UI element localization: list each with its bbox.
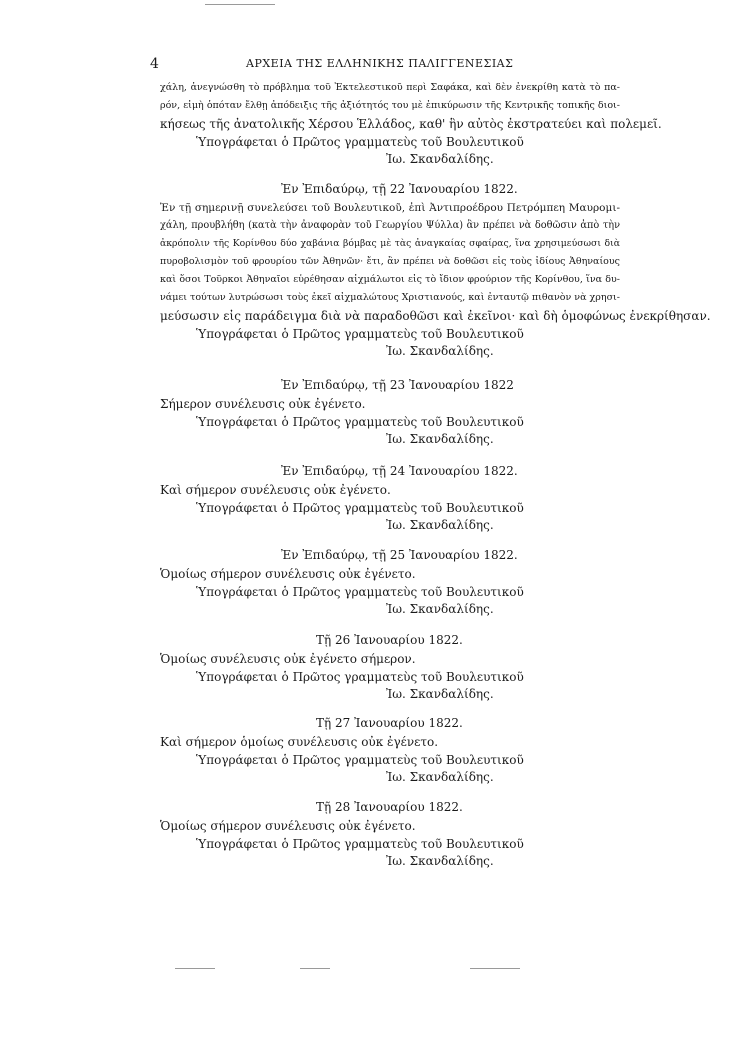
entry-date: Τῇ 26 Ἰανουαρίου 1822. [316,633,463,647]
paragraph-line: μεύσωσιν εἰς παράδειγμα διὰ νὰ παραδοθῶσι καὶ ἐκεῖνοι· καὶ δὴ ὁμοφώνως ἐνεκρίθησαν. [160,309,711,323]
scan-mark-bottom [300,968,330,969]
entry-date: Ἐν Ἐπιδαύρῳ, τῇ 22 Ἰανουαρίου 1822. [281,182,518,196]
paragraph-line: χάλη, ἀνεγνώσθη τὸ πρόβλημα τοῦ Ἐκτελεστικοῦ περὶ Σαφάκα, καὶ δὲν ἐνεκρίθη κατὰ τὸ πα- [160,82,620,93]
signature-name: Ἰω. Σκανδαλίδης. [386,152,494,166]
scan-mark-top [205,4,275,5]
signature-name: Ἰω. Σκανδαλίδης. [386,687,494,701]
entry-date: Ἐν Ἐπιδαύρῳ, τῇ 23 Ἰανουαρίου 1822 [281,378,514,392]
signature-line: Ὑπογράφεται ὁ Πρῶτος γραμματεὺς τοῦ Βουλευτικοῦ [196,585,524,599]
signature-name: Ἰω. Σκανδαλίδης. [386,770,494,784]
paragraph-line: ἀκρόπολιν τῆς Κορίνθου δύο χαβάνια βόμβας μὲ τὰς ἀναγκαίας σφαίρας, ἵνα χρησιμεύσωσι διὰ [160,238,620,249]
paragraph-line: καὶ ὅσοι Τοῦρκοι Ἀθηναῖοι εὑρέθησαν αἰχμάλωτοι εἰς τὸ ἴδιον φρούριον τῆς Κορίνθου, ἵνα δυ- [160,274,620,285]
entry-date: Ἐν Ἐπιδαύρῳ, τῇ 25 Ἰανουαρίου 1822. [281,548,518,562]
signature-line: Ὑπογράφεται ὁ Πρῶτος γραμματεὺς τοῦ Βουλευτικοῦ [196,135,524,149]
page-number: 4 [150,56,159,72]
paragraph-line: κήσεως τῆς ἀνατολικῆς Χέρσου Ἑλλάδος, καθ' ἣν αὐτὸς ἐκστρατεύει καὶ πολεμεῖ. [160,117,662,131]
paragraph-line: Ὁμοίως συνέλευσις οὐκ ἐγένετο σήμερον. [160,652,416,666]
paragraph-line: Καὶ σήμερον συνέλευσις οὐκ ἐγένετο. [160,483,391,497]
signature-line: Ὑπογράφεται ὁ Πρῶτος γραμματεὺς τοῦ Βουλευτικοῦ [196,327,524,341]
paragraph-line: ρόν, εἰμὴ ὁπόταν ἔλθῃ ἀπόδειξις τῆς ἀξιότητός του μὲ ἐπικύρωσιν τῆς Κεντρικῆς τοπικῆς διοι- [160,100,620,111]
paragraph-line: πυροβολισμὸν τοῦ φρουρίου τῶν Ἀθηνῶν· ἔτι, ἂν πρέπει νὰ δοθῶσι εἰς τοὺς ἰδίους Ἀθηναίους [160,256,620,267]
signature-name: Ἰω. Σκανδαλίδης. [386,518,494,532]
paragraph-line: Ὁμοίως σήμερον συνέλευσις οὐκ ἐγένετο. [160,567,416,581]
signature-line: Ὑπογράφεται ὁ Πρῶτος γραμματεὺς τοῦ Βουλευτικοῦ [196,670,524,684]
paragraph-line: νάμει τούτων λυτρώσωσι τοὺς ἐκεῖ αἰχμαλώτους Χριστιανούς, καὶ ἐνταυτῷ πιθανὸν νὰ χρησι- [160,292,620,303]
scan-mark-bottom [175,968,215,969]
signature-name: Ἰω. Σκανδαλίδης. [386,602,494,616]
entry-date: Τῇ 28 Ἰανουαρίου 1822. [316,800,463,814]
paragraph-line: Καὶ σήμερον ὁμοίως συνέλευσις οὐκ ἐγένετο. [160,735,439,749]
signature-line: Ὑπογράφεται ὁ Πρῶτος γραμματεὺς τοῦ Βουλευτικοῦ [196,837,524,851]
paragraph-line: χάλη, προυβλήθη (κατὰ τὴν ἀναφορὰν τοῦ Γεωργίου Ψύλλα) ἂν πρέπει νὰ δοθῶσιν ἀπὸ τὴν [160,220,620,231]
running-head: ΑΡΧΕΙΑ ΤΗΣ ΕΛΛΗΝΙΚΗΣ ΠΑΛΙΓΓΕΝΕΣΙΑΣ [246,57,514,70]
entry-date: Ἐν Ἐπιδαύρῳ, τῇ 24 Ἰανουαρίου 1822. [281,464,518,478]
paragraph-line: Σήμερον συνέλευσις οὐκ ἐγένετο. [160,397,366,411]
paragraph-line: Ἐν τῇ σημερινῇ συνελεύσει τοῦ Βουλευτικοῦ, ἐπὶ Ἀντιπροέδρου Πετρόμπεη Μαυρομι- [160,202,620,214]
paragraph-line: Ὁμοίως σήμερον συνέλευσις οὐκ ἐγένετο. [160,819,416,833]
page-header [150,56,620,78]
signature-line: Ὑπογράφεται ὁ Πρῶτος γραμματεὺς τοῦ Βουλευτικοῦ [196,753,524,767]
entry-date: Τῇ 27 Ἰανουαρίου 1822. [316,716,463,730]
signature-line: Ὑπογράφεται ὁ Πρῶτος γραμματεὺς τοῦ Βουλευτικοῦ [196,415,524,429]
scan-mark-bottom [470,968,520,969]
signature-name: Ἰω. Σκανδαλίδης. [386,432,494,446]
signature-line: Ὑπογράφεται ὁ Πρῶτος γραμματεὺς τοῦ Βουλευτικοῦ [196,501,524,515]
signature-name: Ἰω. Σκανδαλίδης. [386,344,494,358]
signature-name: Ἰω. Σκανδαλίδης. [386,854,494,868]
